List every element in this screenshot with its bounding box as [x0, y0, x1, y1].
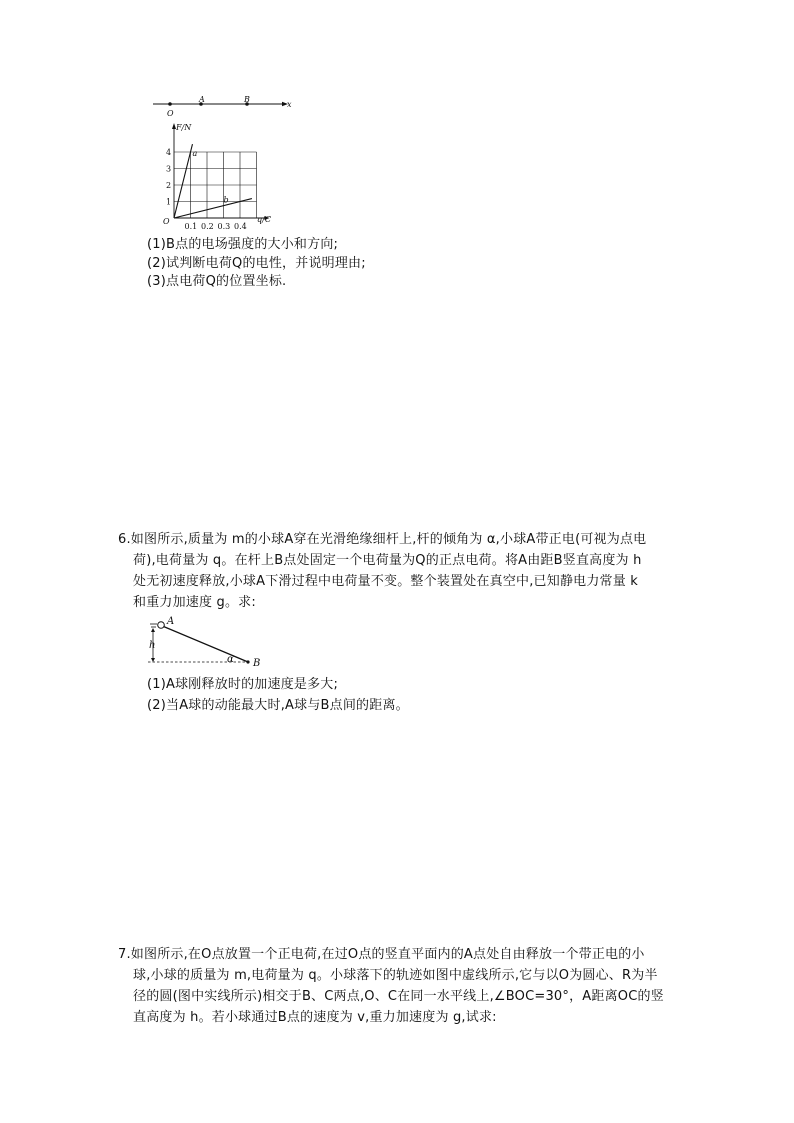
q7-line4: 直高度为 h。若小球通过B点的速度为 v,重力加速度为 g,试求:	[133, 1010, 497, 1025]
chart-axes	[172, 123, 270, 220]
y-axis-label: F/N	[176, 123, 192, 132]
q7-line2: 球,小球的质量为 m,电荷量为 q。小球落下的轨迹如图中虚线所示,它与以O为圆心、R为半	[133, 968, 658, 983]
force-charge-chart	[160, 118, 290, 236]
label-b: B	[253, 658, 261, 669]
q7-line1: 7.如图所示,在O点放置一个正电荷,在过O点的竖直平面内的A点处自由释放一个带正电的小	[118, 947, 645, 962]
q6-line2: 荷),电荷量为 q。在杆上B点处固定一个电荷量为Q的正点电荷。将A由距B竖直高度为 h	[133, 553, 642, 568]
label-o: O	[167, 109, 174, 118]
q6-line3: 处无初速度释放,小球A下滑过程中电荷量不变。整个装置处在真空中,已知静电力常量 k	[133, 574, 639, 589]
height-arrow-top	[151, 628, 155, 632]
q5-sub1: (1)B点的电场强度的大小和方向;	[147, 237, 339, 252]
q6-line1: 6.如图所示,质量为 m的小球A穿在光滑绝缘细杆上,杆的倾角为 α,小球A带正电(可视为点电	[118, 532, 647, 547]
q6-line4: 和重力加速度 g。求:	[133, 595, 256, 610]
y-tick-label: 4	[166, 148, 172, 157]
x-axis-label: q/C	[257, 215, 271, 224]
x-tick-label: 0.4	[234, 222, 247, 231]
q6-sub2: (2)当A球的动能最大时,A球与B点间的距离。	[147, 698, 409, 713]
label-a: A	[199, 95, 205, 104]
chart-tick-labels	[166, 148, 247, 231]
series-b-label: b	[223, 195, 229, 205]
height-arrow-bottom	[151, 658, 155, 662]
x-tick-label: 0.2	[201, 222, 214, 231]
q5-sub3: (3)点电荷Q的位置坐标.	[147, 274, 287, 289]
q7-line3: 径的圆(图中实线所示)相交于B、C两点,O、C在同一水平线上,∠BOC=30°，A距离OC的竖	[133, 989, 664, 1004]
label-h: h	[149, 640, 156, 651]
label-a: A	[167, 616, 175, 627]
figure-axis-line	[150, 94, 295, 120]
x-tick-label: 0.3	[217, 222, 231, 231]
x-tick-label: 0.1	[184, 222, 198, 231]
label-alpha: α	[227, 654, 234, 665]
incline-figure	[140, 614, 270, 670]
y-tick-label: 1	[166, 197, 172, 207]
point-o	[168, 102, 172, 106]
q6-sub1: (1)A球刚释放时的加速度是多大;	[147, 677, 339, 692]
point-b-dot	[246, 660, 249, 663]
ball-a-icon	[158, 622, 165, 629]
label-x: x	[287, 100, 292, 109]
origin-label: O	[163, 217, 170, 226]
series-a-label: a	[192, 149, 198, 158]
y-tick-label: 3	[166, 164, 172, 174]
rod-line	[160, 625, 248, 662]
series-a-line	[174, 144, 192, 218]
label-b: B	[244, 95, 250, 104]
y-tick-label: 2	[166, 181, 172, 190]
q5-sub2: (2)试判断电荷Q的电性，并说明理由;	[147, 256, 366, 271]
